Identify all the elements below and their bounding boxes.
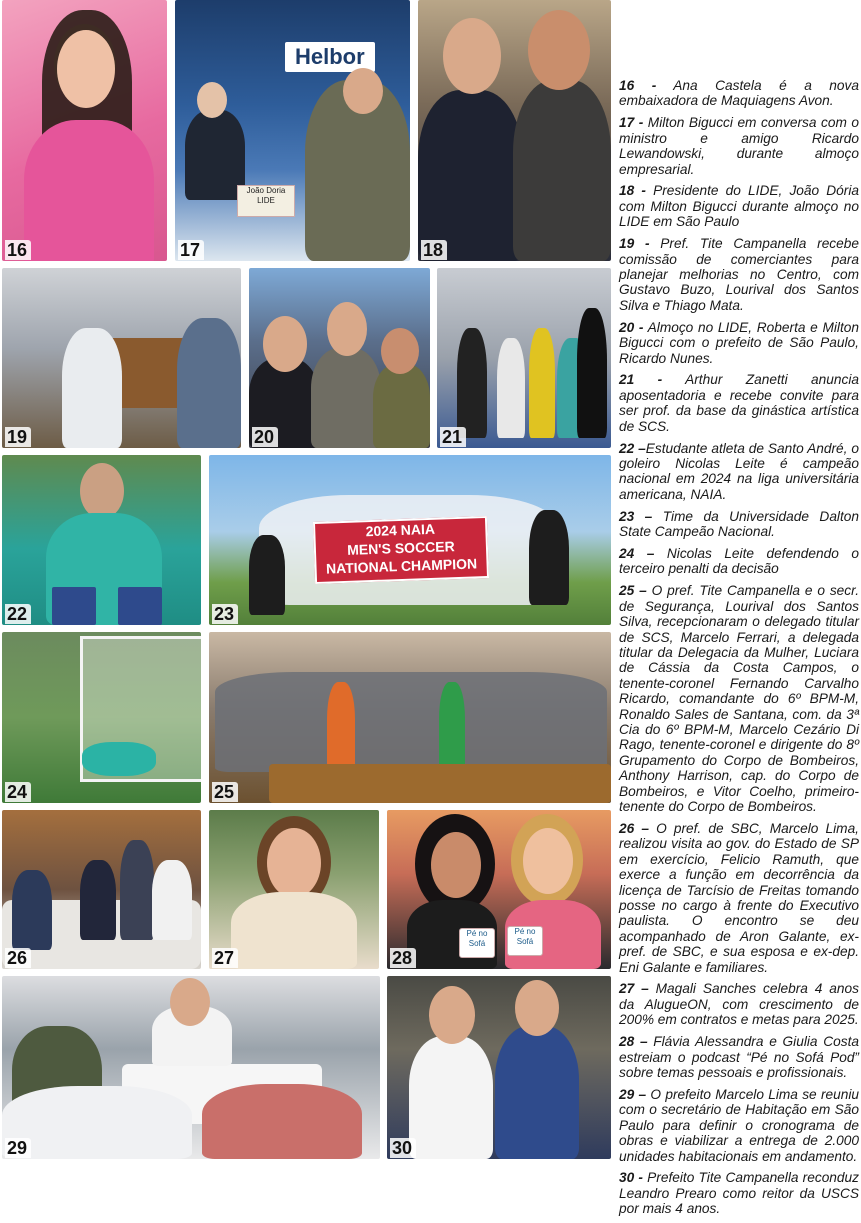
person-head (515, 980, 559, 1036)
caption-text: Prefeito Tite Campanella reconduz Leandro Prearo como reitor da USCS por mais 4 anos. (619, 1170, 859, 1217)
banner-line: MEN'S SOCCER (346, 538, 455, 558)
person-figure (80, 860, 116, 940)
person-figure (120, 840, 154, 940)
podcast-mug: Pé no Sofá (507, 926, 543, 956)
person-figure (497, 338, 525, 438)
person-head (381, 328, 419, 374)
person-head (327, 302, 367, 356)
caption-24 (619, 546, 859, 577)
person-figure (529, 328, 555, 438)
person-head (80, 463, 124, 519)
photo-26 (2, 810, 201, 969)
caption-20 (619, 320, 859, 366)
photo-number: 20 (252, 427, 278, 447)
caption-text: Almoço no LIDE, Roberta e Milton Bigucci com o prefeito de São Paulo, Ricardo Nunes. (619, 319, 859, 366)
photo-number: 26 (5, 948, 31, 968)
caption-text: Estudante atleta de Santo André, o goleiro Nicolas Leite é campeão nacional em 2024 na liga universitária americana, NAIA. (619, 440, 859, 502)
photo-number: 29 (5, 1138, 31, 1158)
caption-text: O prefeito Marcelo Lima se reuniu com o secretário de Habitação em São Paulo para definir o cronograma de obras e viabilizar a entrega de 2.000 unidades habitacionais em andamento. (619, 1086, 859, 1164)
photo-30 (387, 976, 611, 1159)
diving-goalkeeper (82, 742, 156, 776)
place-card: João Doria LIDE (237, 185, 295, 217)
caption-text: Nicolas Leite defendendo o terceiro penalti da decisão (619, 545, 859, 577)
photo-number: 17 (178, 240, 204, 260)
photo-21 (437, 268, 611, 448)
caption-17 (619, 115, 859, 177)
photo-number: 22 (5, 604, 31, 624)
caption-number: 18 - (619, 183, 646, 199)
banner-line: 2024 NAIA (365, 520, 436, 540)
portrait-face (57, 30, 115, 108)
award-plaque (118, 587, 162, 625)
caption-number: 28 – (619, 1034, 648, 1050)
person-head (343, 68, 383, 114)
caption-text: Time da Universidade Dalton State Campeão Nacional. (619, 508, 860, 540)
caption-text: Flávia Alessandra e Giulia Costa estreiam o podcast “Pé no Sofá Pod” sobre temas pessoais e profissionais. (619, 1034, 860, 1080)
banner-line: NATIONAL CHAMPION (325, 555, 478, 577)
photo-18 (418, 0, 611, 261)
group-of-officials (215, 672, 607, 772)
person-figure (513, 80, 611, 261)
person-figure (457, 328, 487, 438)
person-head (443, 18, 501, 94)
photo-23 (209, 455, 611, 625)
person-figure (177, 318, 241, 448)
caption-26 (619, 821, 859, 975)
portrait-dress (24, 120, 154, 261)
person-head (431, 832, 481, 898)
photo-number: 21 (440, 427, 466, 447)
photo-number: 28 (390, 948, 416, 968)
caption-21 (619, 372, 859, 434)
person-figure (249, 535, 285, 615)
caption-number: 23 – (619, 508, 653, 524)
wooden-desk (269, 764, 611, 803)
person-figure (152, 860, 192, 940)
photo-27 (209, 810, 379, 969)
caption-29 (619, 1087, 859, 1164)
caption-23 (619, 509, 859, 540)
caption-text: Arthur Zanetti anuncia aposentadoria e recebe convite para ser prof. da base da ginástica artística de SCS. (619, 372, 859, 434)
caption-number: 26 – (619, 820, 649, 836)
podcast-mug: Pé no Sofá (459, 928, 495, 958)
photo-number: 24 (5, 782, 31, 802)
person-figure (577, 308, 607, 438)
caption-18 (619, 183, 859, 229)
person-figure (202, 1084, 362, 1159)
person-figure (529, 510, 569, 605)
caption-text: Pref. Tite Campanella recebe comissão de comerciantes para planejar melhorias no Centro, com Gustavo Buzo, Lourival dos Santos Silva e Thiago Mata. (619, 236, 859, 313)
person-head (197, 82, 227, 118)
person-figure (418, 90, 523, 261)
award-plaque (52, 587, 96, 625)
caption-16 (619, 78, 859, 109)
caption-number: 24 – (619, 545, 655, 561)
person-figure (373, 364, 430, 448)
caption-19 (619, 236, 859, 313)
caption-25 (619, 583, 859, 814)
caption-text: O pref. Tite Campanella e o secr. de Segurança, Lourival dos Santos Silva, recepcionaram o delegado titular de SCS, Marcelo Ferrari, a delegada titular da Delegacia da Mulher, Luciara de Cássia da Costa Campos, o tenente-coronel Fernando Carvalho Ricardo, comandante do 6º BPM-M, Ronaldo Sales de Santana, com. da 3ª Cia do 6º BPM-M, Marcelo Cezário Di Rago, tenente-coronel e dirigente do 8º Grupamento do Corpo de Bombeiros, Anthony Harrison, cap. do Corpo de Bombeiros, e Vitor Coelho, primeiro-tenente do Corpo de Bombeiros. (619, 583, 859, 814)
photo-29 (2, 976, 380, 1159)
person-head (528, 10, 590, 90)
photo-25 (209, 632, 611, 803)
photo-16 (2, 0, 167, 261)
caption-number: 22 – (619, 440, 646, 456)
caption-number: 17 - (619, 115, 644, 131)
photo-number: 18 (421, 240, 447, 260)
photo-17 (175, 0, 410, 261)
caption-number: 29 – (619, 1086, 647, 1102)
caption-number: 30 - (619, 1170, 643, 1186)
person-figure (495, 1026, 579, 1159)
photo-19 (2, 268, 241, 448)
person-head (170, 978, 210, 1026)
person-head (263, 316, 307, 372)
caption-number: 16 - (619, 78, 657, 93)
person-figure (327, 682, 355, 774)
person-figure (185, 110, 245, 200)
photo-number: 30 (390, 1138, 416, 1158)
photo-22 (2, 455, 201, 625)
caption-22 (619, 441, 859, 503)
person-figure (12, 870, 52, 950)
caption-text: Presidente do LIDE, João Dória com Milton Bigucci durante almoço no LIDE em São Paulo (619, 183, 859, 230)
caption-number: 20 - (619, 319, 644, 335)
person-head (429, 986, 475, 1044)
photo-number: 25 (212, 782, 238, 802)
caption-number: 21 - (619, 372, 663, 388)
photo-number: 16 (5, 240, 31, 260)
helbor-sign: Helbor (285, 42, 375, 72)
caption-text: Milton Bigucci em conversa com o ministro e amigo Ricardo Lewandowski, durante almoço empresarial. (619, 115, 859, 177)
caption-text: O pref. de SBC, Marcelo Lima, realizou visita ao gov. do Estado de SP em exercício, Felicio Ramuth, que exerce a função em decorrência da licença de Tarcísio de Freitas tomando posse no cargo à frente do Executivo paulista. O encontro se deu acompanhado de Aron Galante, ex-pref. de SBC, e sua esposa e ex-dep. Eni Galante e familiares. (619, 820, 859, 975)
person-head (523, 828, 573, 894)
caption-text: Ana Castela é a nova embaixadora de Maquiagens Avon. (619, 78, 859, 109)
photo-28 (387, 810, 611, 969)
caption-30 (619, 1170, 859, 1216)
caption-number: 25 – (619, 583, 647, 599)
championship-banner (313, 516, 489, 584)
person-head (267, 828, 321, 898)
person-figure (439, 682, 465, 774)
person-blazer (231, 892, 357, 969)
caption-27 (619, 981, 859, 1027)
caption-28 (619, 1034, 859, 1080)
person-figure (409, 1036, 493, 1159)
photo-20 (249, 268, 430, 448)
person-figure (62, 328, 122, 448)
caption-number: 19 - (619, 236, 650, 252)
photo-number: 23 (212, 604, 238, 624)
person-figure (311, 348, 381, 448)
photo-number: 27 (212, 948, 238, 968)
photo-number: 19 (5, 427, 31, 447)
caption-text: Magali Sanches celebra 4 anos da AlugueON, com crescimento de 200% em contratos e metas para 2025. (619, 981, 859, 1028)
photo-24 (2, 632, 201, 803)
captions-column (619, 78, 859, 1223)
caption-number: 27 – (619, 981, 649, 997)
